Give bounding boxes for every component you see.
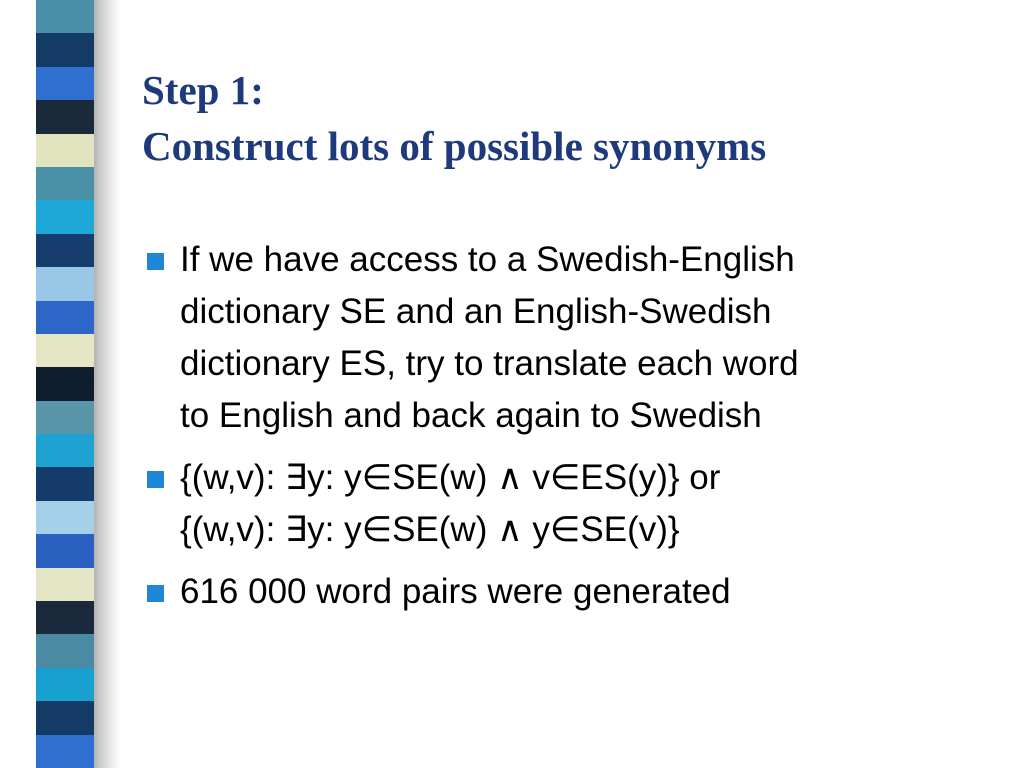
stripe-segment [36,301,94,334]
stripe-segment [36,701,94,734]
stripe-segment [36,568,94,601]
stripe-segment [36,668,94,701]
stripe-segment [36,134,94,167]
stripe-segment [36,334,94,367]
stripe-segment [36,234,94,267]
title-line-2: Construct lots of possible synonyms [142,123,767,169]
stripe-segment [36,467,94,500]
square-bullet-icon [147,253,164,270]
square-bullet-icon [147,471,164,488]
stripe-segment [36,434,94,467]
bullet-1-line-2: dictionary SE and an English-Swedish [180,292,772,331]
stripe-segment [36,401,94,434]
stripe-segment [36,167,94,200]
stripe-segment [36,367,94,400]
stripe-segment [36,267,94,300]
bullet-2-line-2: {(w,v): ∃y: y∈SE(w) ∧ y∈SE(v)} [180,510,680,549]
stripe-segment [36,634,94,667]
stripe-bar [36,0,94,768]
bullet-item-1 [142,234,1004,442]
stripe-segment [36,0,94,33]
bullet-list [142,234,1004,628]
bullet-item-3 [142,566,1004,618]
square-bullet-icon [147,585,164,602]
stripe-segment [36,501,94,534]
decorative-stripe [0,0,120,768]
title-line-1: Step 1: [142,67,264,113]
bullet-1-line-3: dictionary ES, try to translate each word [180,344,799,383]
stripe-segment [36,33,94,66]
stripe-segment [36,735,94,768]
bullet-2-line-1: {(w,v): ∃y: y∈SE(w) ∧ v∈ES(y)} or [180,458,721,497]
bullet-item-2 [142,452,1004,556]
slide-title [142,62,1002,174]
bullet-1-line-1: If we have access to a Swedish-English [180,240,795,279]
stripe-segment [36,100,94,133]
bullet-1-line-4: to English and back again to Swedish [180,396,762,435]
stripe-segment [36,67,94,100]
bullet-3-line-1: 616 000 word pairs were generated [180,572,731,611]
stripe-segment [36,601,94,634]
stripe-segment [36,534,94,567]
stripe-segment [36,200,94,233]
